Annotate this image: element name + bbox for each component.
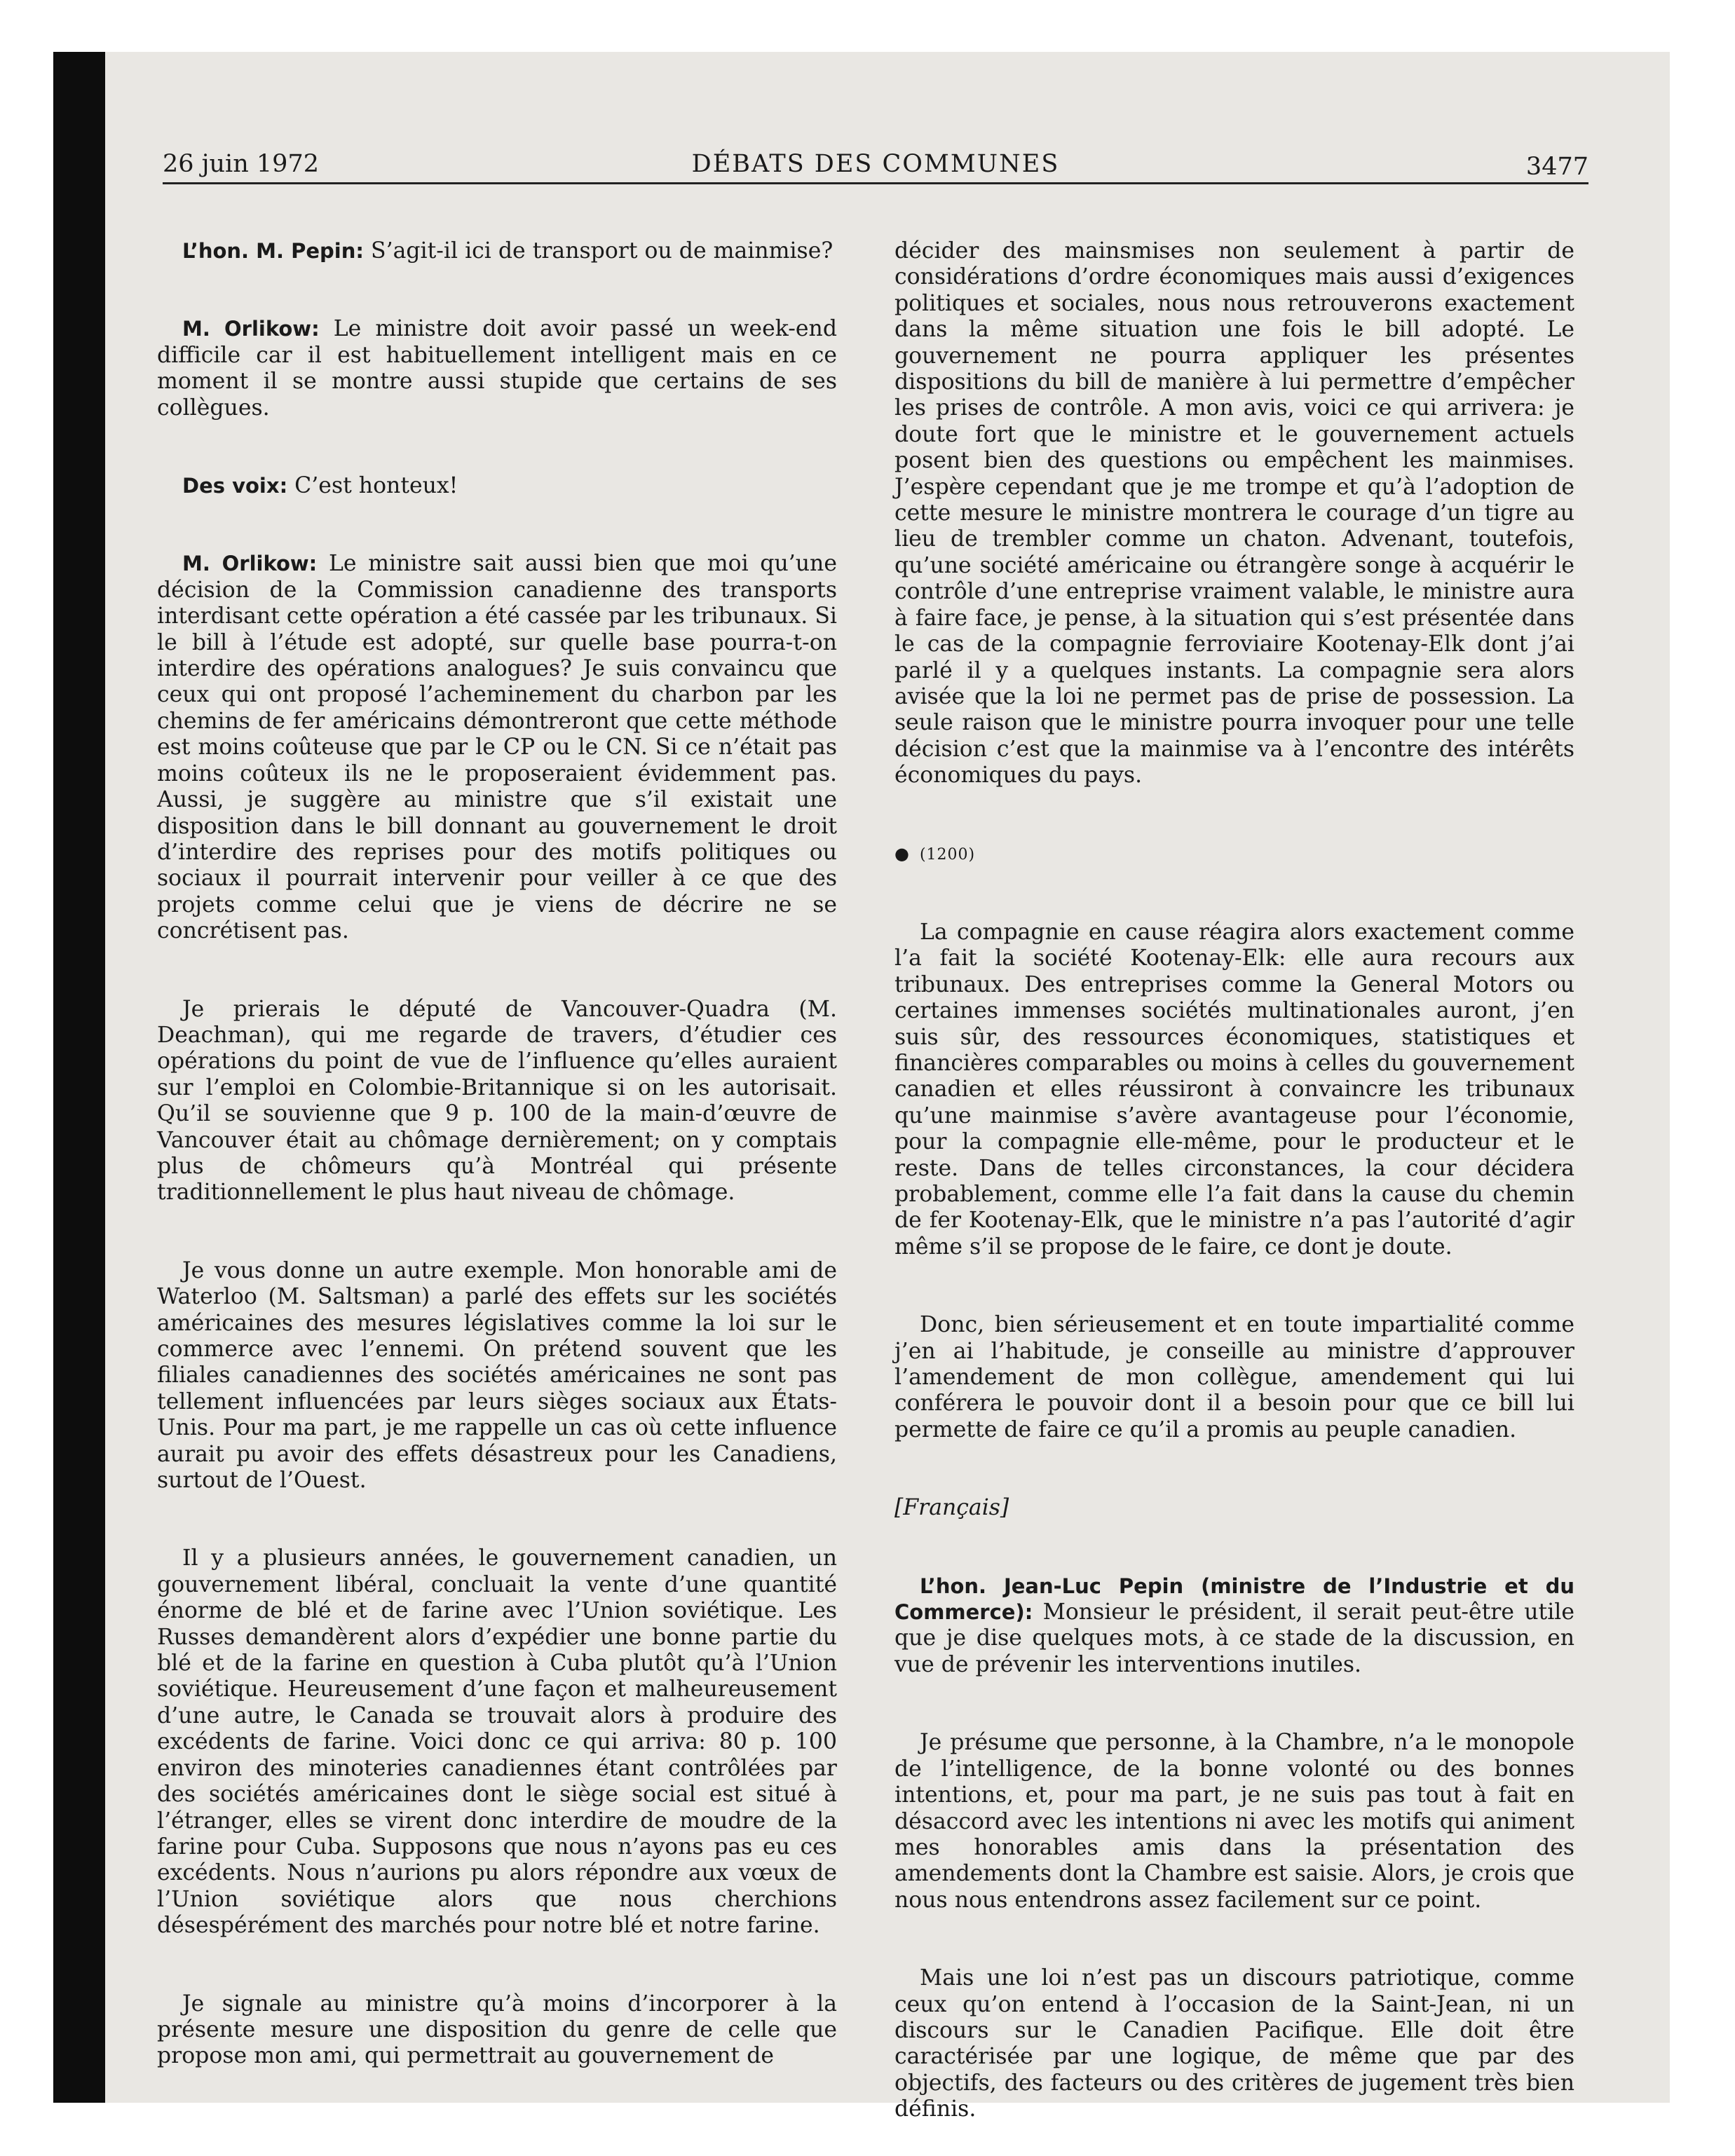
body-paragraph — [894, 1312, 1574, 1443]
page-header — [163, 146, 1588, 184]
speaker-name: L’hon. Jean-Luc Pepin (ministre de l’Industrie et du Commerce): — [894, 1574, 1574, 1625]
speech-paragraph — [157, 316, 837, 421]
body-paragraph — [157, 1258, 837, 1494]
bullet-icon: ● — [894, 843, 910, 864]
speech-paragraph — [157, 473, 837, 499]
speech-text: C’est honteux! — [287, 473, 458, 499]
speech-text: S’agit-il ici de transport ou de mainmise? — [364, 238, 834, 264]
paragraph-text: Mais une loi n’est pas un discours patriotique, comme ceux qu’on entend à l’occasion de la Saint-Jean, ni un discours sur le Canadien Pacifique. Elle doit être caractérisée par une logique, de même que par des objectifs, des facteurs ou des critères de jugement très bien définis. — [894, 1965, 1574, 2122]
binding-edge — [53, 52, 105, 2103]
speech-text: Le ministre doit avoir passé un week-end difficile car il est habituellement intelligent mais en ce moment il se montre aussi stupide que certains de ses collègues. — [157, 316, 837, 421]
time-marker — [894, 841, 1574, 868]
speech-text: Monsieur le président, il serait peut-être utile que je dise quelques mots, à ce stade de la discussion, en vue de prévenir les interventions inutiles. — [894, 1599, 1574, 1677]
page-number: 3477 — [1525, 153, 1588, 181]
body-paragraph — [157, 1991, 837, 2070]
paragraph-text: La compagnie en cause réagira alors exactement comme l’a fait la société Kootenay-Elk: elle aura recours aux tribunaux. Des entreprises comme la General Motors ou certaines immenses sociétés multinationales auront, j’en suis sûr, des ressources économiques, statistiques et financières comparables ou moins à celles du gouvernement canadien et elles réussiront à convaincre les tribunaux qu’une mainmise s’avère avantageuse pour l’économie, pour la compagnie elle-même, pour le producteur et le reste. Dans de telles circonstances, la cour décidera probablement, comme elle l’a fait dans la cause du chemin de fer Kootenay-Elk, que le ministre n’a pas l’autorité d’agir même s’il se propose de le faire, ce dont je doute. — [894, 919, 1574, 1260]
left-column — [157, 238, 837, 2070]
body-paragraph — [157, 997, 837, 1206]
language-tag: [Français] — [894, 1495, 1009, 1521]
paragraph-text: Donc, bien sérieusement et en toute impartialité comme j’en ai l’habitude, je conseille au ministre d’approuver l’amendement de mon collègue, amendement qui lui conférera le pouvoir dont il a besoin pour que ce bill lui permette de faire ce qu’il a promis au peuple canadien. — [894, 1312, 1574, 1442]
paragraph-text: Je vous donne un autre exemple. Mon honorable ami de Waterloo (M. Saltsman) a parlé des effets sur les sociétés américaines des mesures législatives comme la loi sur le commerce avec l’ennemi. On prétend souvent que les filiales canadiennes des sociétés américaines ne sont pas tellement influencées par leurs sièges sociaux aux États-Unis. Pour ma part, je me rappelle un cas où cette influence aurait pu avoir des effets désastreux pour les Canadiens, surtout de l’Ouest. — [157, 1257, 837, 1494]
header-date: 26 juin 1972 — [163, 150, 319, 178]
speech-paragraph — [157, 551, 837, 944]
speaker-name: Des voix: — [182, 474, 288, 498]
body-paragraph — [894, 1730, 1574, 1913]
right-column — [894, 238, 1574, 2123]
header-title: DÉBATS DES COMMUNES — [691, 150, 1060, 178]
speech-paragraph — [157, 238, 837, 264]
paragraph-text: décider des mainsmises non seulement à partir de considérations d’ordre économiques mais aussi d’exigences politiques et sociales, nous nous retrouverons exactement dans la même situation une fois le bill adopté. Le gouvernement ne pourra appliquer les présentes dispositions du bill de manière à lui permettre d’empêcher les prises de contrôle. A mon avis, voici ce qui arrivera: je doute fort que le ministre et le gouvernement actuels posent bien des questions ou empêchent les mainmises. J’espère cependant que je me trompe et qu’à l’adoption de cette mesure le ministre montrera le courage d’un tigre au lieu de trembler comme un chaton. Advenant, toutefois, qu’une société américaine ou étrangère songe à acquérir le contrôle d’une entreprise vraiment valable, le ministre aura à faire face, je pense, à la situation qui s’est présentée dans le cas de la compagnie ferroviaire Kootenay-Elk dont j’ai parlé il y a quelques instants. La compagnie sera alors avisée que la loi ne permet pas de prise de possession. La seule raison que le ministre pourra invoquer pour une telle décision c’est que la mainmise va à l’encontre des intérêts économiques du pays. — [894, 238, 1574, 789]
speech-paragraph — [894, 1574, 1574, 1679]
time-marker-text: (1200) — [919, 845, 976, 864]
speech-text: Le ministre sait aussi bien que moi qu’une décision de la Commission canadienne des transports interdisant cette opération a été cassée par les tribunaux. Si le bill à l’étude est adopté, sur quelle base pourra-t-on interdire des opérations analogues? Je suis convaincu que ceux qui ont proposé l’acheminement du charbon par les chemins de fer américains démontreront que cette méthode est moins coûteuse que par le CP ou le CN. Si ce n’était pas moins coûteux ils ne le proposeraient évidemment pas. Aussi, je suggère au ministre que s’il existait une disposition dans le bill donnant au gouvernement le droit d’interdire des reprises pour des motifs politiques ou sociaux il pourrait intervenir pour veiller à ce que des projets comme celui que je viens de décrire ne se concrétisent pas. — [157, 551, 837, 944]
continued-paragraph — [894, 238, 1574, 789]
paragraph-text: Je présume que personne, à la Chambre, n’a le monopole de l’intelligence, de la bonne volonté ou des bonnes intentions, et, pour ma part, je ne suis pas tout à fait en désaccord avec les intentions ni avec les motifs qui animent mes honorables amis dans la présentation des amendements dont la Chambre est saisie. Alors, je crois que nous nous entendrons assez facilement sur ce point. — [894, 1730, 1574, 1913]
speaker-name: M. Orlikow: — [182, 552, 318, 576]
body-paragraph — [894, 1965, 1574, 2122]
paragraph-text: Je signale au ministre qu’à moins d’incorporer à la présente mesure une disposition du genre de celle que propose mon ami, qui permettrait au gouvernement de — [157, 1991, 837, 2069]
speaker-name: M. Orlikow: — [182, 317, 320, 341]
speaker-name: L’hon. M. Pepin: — [182, 239, 364, 263]
body-paragraph — [894, 920, 1574, 1260]
paragraph-text: Je prierais le député de Vancouver-Quadra (M. Deachman), qui me regarde de travers, d’étudier ces opérations du point de vue de l’influence qu’elles auraient sur l’emploi en Colombie-Britannique si on les autorisait. Qu’il se souvienne que 9 p. 100 de la main-d’œuvre de Vancouver était au chômage dernièrement; on y comptais plus de chômeurs qu’à Montréal qui présente traditionnellement le plus haut niveau de chômage. — [157, 996, 837, 1206]
paragraph-text: Il y a plusieurs années, le gouvernement canadien, un gouvernement libéral, concluait la vente d’une quantité énorme de blé et de farine avec l’Union soviétique. Les Russes demandèrent alors d’expédier une bonne partie du blé et de la farine en question à Cuba plutôt qu’à l’Union soviétique. Heureusement d’une façon et malheureusement d’une autre, le Canada se trouvait alors à produire des excédents de farine. Voici donc ce qui arriva: 80 p. 100 environ des minoteries canadiennes étant contrôlées par des sociétés américaines dont le siège social est situé à l’étranger, elles se virent donc interdire de moudre de la farine pour Cuba. Supposons que nous n’ayons pas eu ces excédents. Nous n’aurions pu alors répondre aux vœux de l’Union soviétique alors que nous cherchions désespérément des marchés pour notre blé et notre farine. — [157, 1546, 837, 1939]
body-paragraph — [157, 1546, 837, 1939]
